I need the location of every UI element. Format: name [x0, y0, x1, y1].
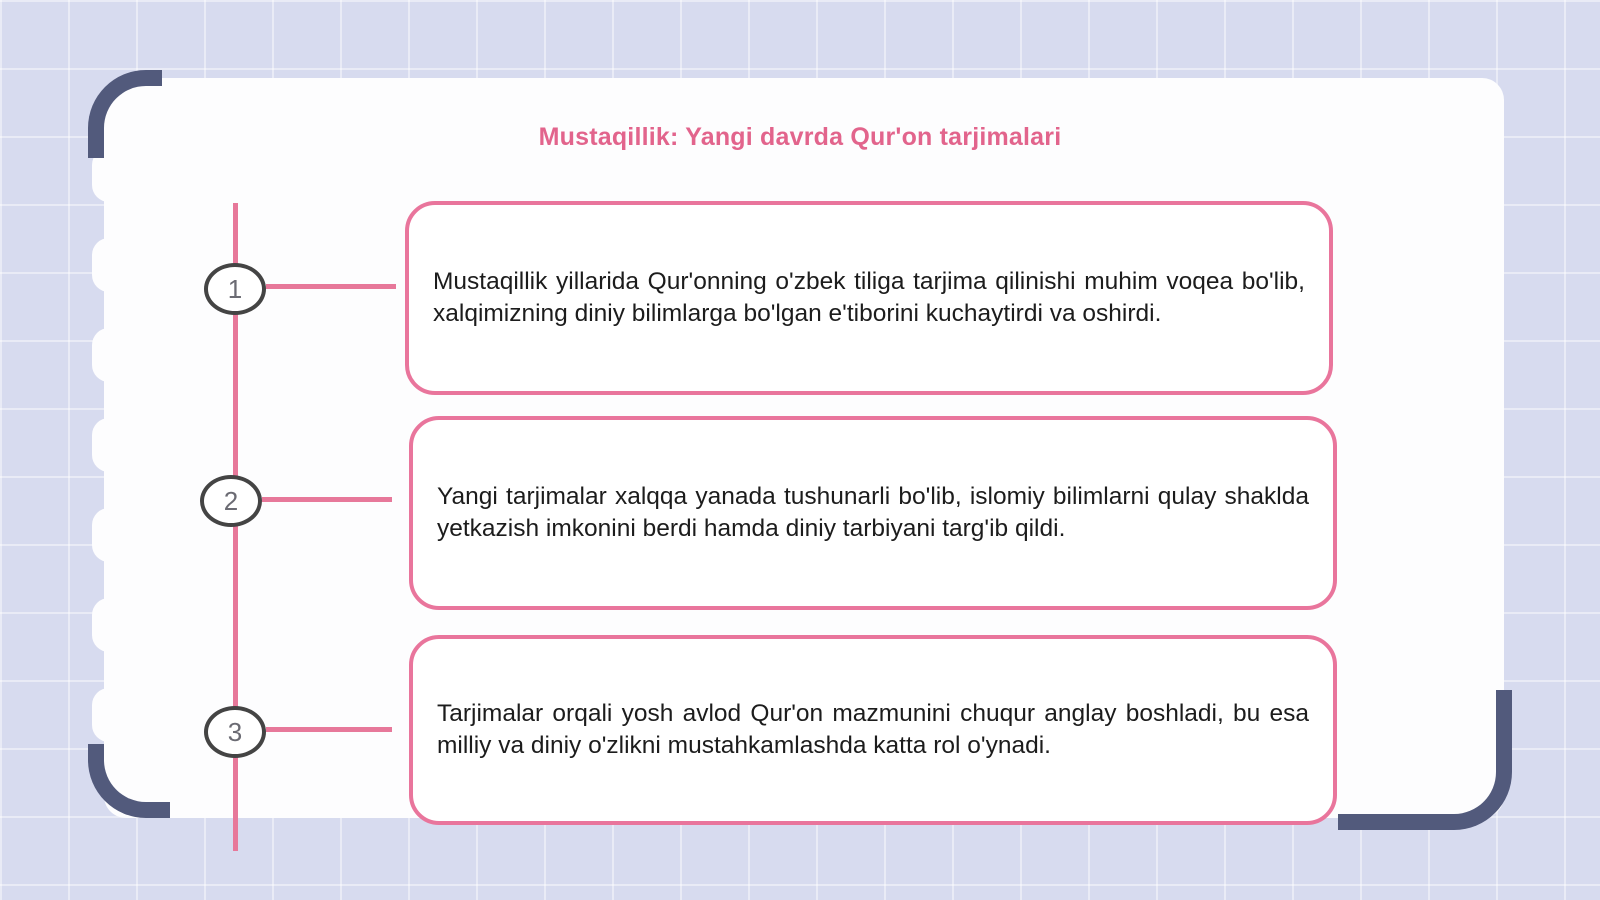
slide-title: Mustaqillik: Yangi davrda Qur'on tarjimalari — [538, 123, 1062, 151]
paper-edge-bump — [92, 328, 126, 382]
timeline-item-text: Tarjimalar orqali yosh avlod Qur'on mazmunini chuqur anglay boshladi, bu esa milliy va diniy o'zlikni mustahkamlashda katta rol o'ynadi. — [437, 700, 1309, 759]
timeline-item-text: Mustaqillik yillarida Qur'onning o'zbek tiliga tarjima qilinishi muhim voqea bo'lib, xalqimizning diniy bilimlarga bo'lgan e'tiborini kuchaytirdi va oshirdi. — [433, 268, 1305, 327]
step-number-badge: 1 — [204, 263, 266, 315]
step-number-badge: 3 — [204, 706, 266, 758]
timeline-connector — [262, 497, 392, 502]
step-number-badge: 2 — [200, 475, 262, 527]
paper-edge-bump — [92, 418, 126, 472]
timeline-item-box — [409, 635, 1337, 825]
timeline-item-box — [405, 201, 1333, 395]
timeline-connector — [266, 284, 396, 289]
paper-edge-bump — [92, 688, 126, 742]
corner-bracket-bottom-left — [88, 744, 170, 818]
timeline-item-box — [409, 416, 1337, 610]
paper-edge-bump — [92, 508, 126, 562]
corner-bracket-bottom-right — [1338, 690, 1512, 830]
timeline-item-text: Yangi tarjimalar xalqqa yanada tushunarli bo'lib, islomiy bilimlarni qulay shaklda yetkazish imkonini berdi hamda diniy tarbiyani targ'ib qildi. — [437, 483, 1309, 542]
paper-edge-bump — [92, 598, 126, 652]
paper-edge-bump — [92, 238, 126, 292]
timeline-connector — [266, 727, 392, 732]
